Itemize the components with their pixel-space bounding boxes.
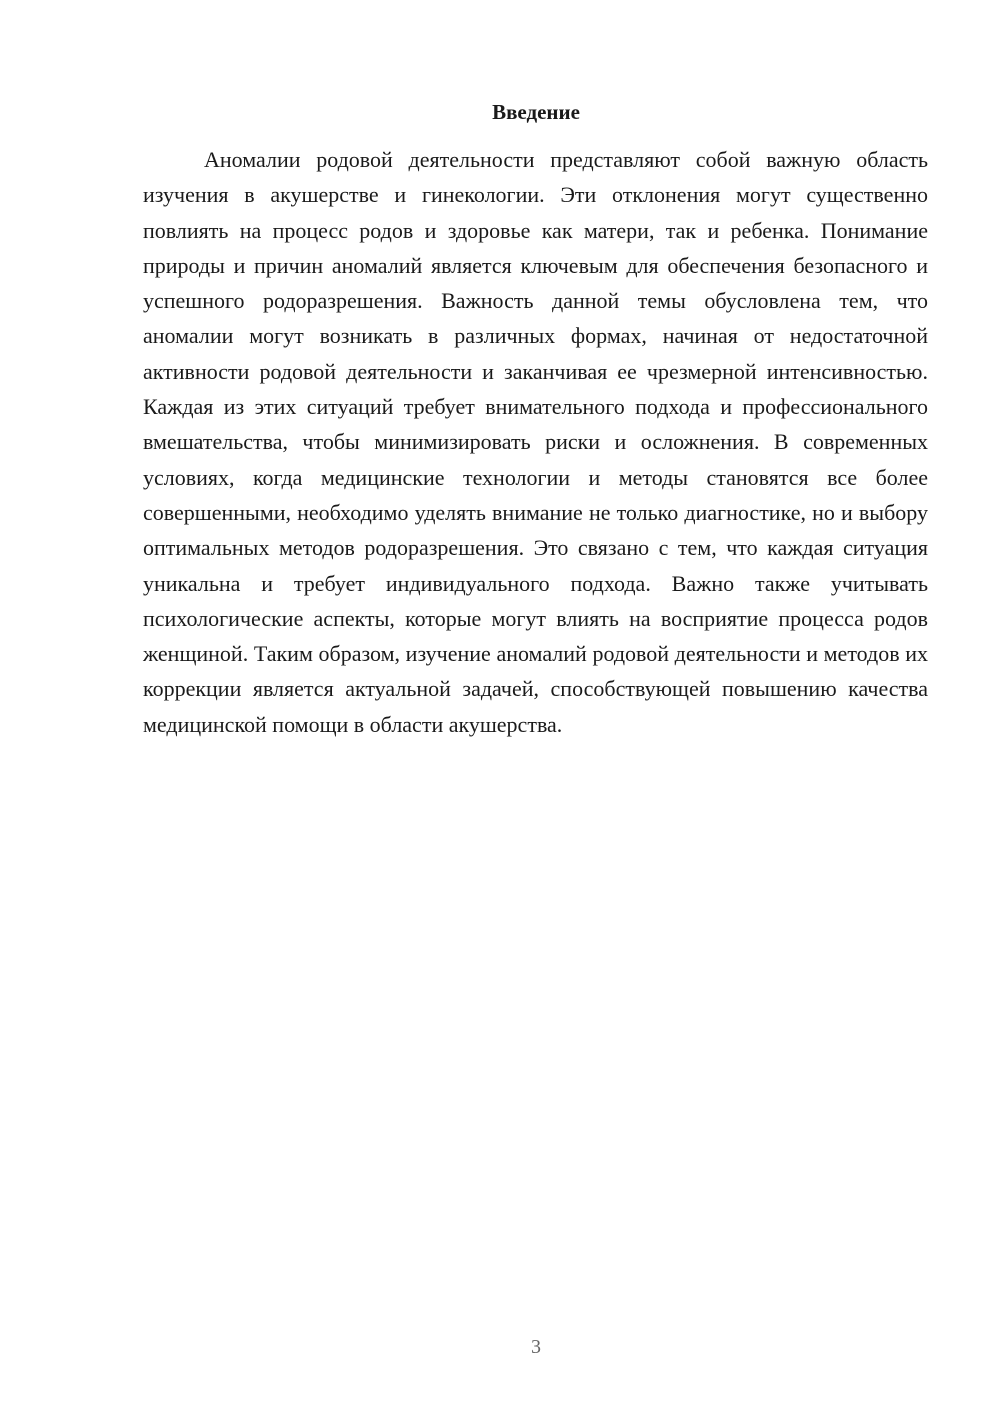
section-heading: Введение	[492, 100, 580, 124]
page-number: 3	[531, 1336, 541, 1358]
intro-paragraph: Аномалии родовой деятельности представляют собой важную область изучения в акушерстве и гинекологии. Эти отклонения могут существенно повлиять на процесс родов и здоровье как матери, так и ребенка. Понимание природы и причин аномалий является ключевым для обеспечения безопасного и успешного родоразрешения. Важность данной темы обусловлена тем, что аномалии могут возникать в различных формах, начиная от недостаточной активности родовой деятельности и заканчивая ее чрезмерной интенсивностью. Каждая из этих ситуаций требует внимательного подхода и профессионального вмешательства, чтобы минимизировать риски и осложнения. В современных условиях, когда медицинские технологии и методы становятся все более совершенными, необходимо уделять внимание не только диагностике, но и выбору оптимальных методов родоразрешения. Это связано с тем, что каждая ситуация уникальна и требует индивидуального подхода. Важно также учитывать психологические аспекты, которые могут влиять на восприятие процесса родов женщиной. Таким образом, изучение аномалий родовой деятельности и методов их коррекции является актуальной задачей, способствующей повышению качества медицинской помощи в области акушерства.	[143, 147, 928, 737]
